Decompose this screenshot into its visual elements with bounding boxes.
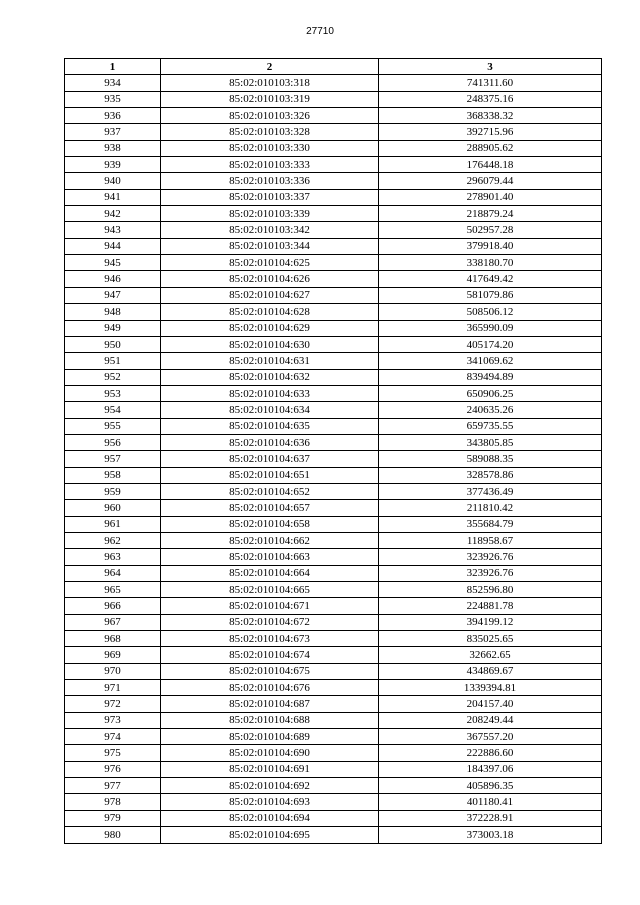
cadastral-number-cell: 85:02:010104:692 [161,778,379,794]
data-table [64,58,602,844]
table-row [65,238,602,254]
row-number-cell: 948 [65,304,161,320]
row-number-cell: 964 [65,565,161,581]
value-cell: 367557.20 [379,729,602,745]
cadastral-number-cell: 85:02:010104:635 [161,418,379,434]
value-cell: 368338.32 [379,108,602,124]
value-cell: 240635.26 [379,402,602,418]
value-cell: 1339394.81 [379,680,602,696]
row-number-cell: 960 [65,500,161,516]
row-number-cell: 974 [65,729,161,745]
cadastral-number-cell: 85:02:010104:637 [161,451,379,467]
cadastral-number-cell: 85:02:010104:626 [161,271,379,287]
value-cell: 343805.85 [379,434,602,450]
table-row [65,287,602,303]
value-cell: 204157.40 [379,696,602,712]
row-number-cell: 977 [65,778,161,794]
table-row [65,418,602,434]
table-row [65,124,602,140]
value-cell: 741311.60 [379,75,602,91]
value-cell: 379918.40 [379,238,602,254]
value-cell: 502957.28 [379,222,602,238]
cadastral-number-cell: 85:02:010104:658 [161,516,379,532]
row-number-cell: 969 [65,647,161,663]
table-row [65,696,602,712]
table-row [65,108,602,124]
value-cell: 394199.12 [379,614,602,630]
value-cell: 288905.62 [379,140,602,156]
value-cell: 184397.06 [379,761,602,777]
table-row [65,631,602,647]
row-number-cell: 958 [65,467,161,483]
row-number-cell: 973 [65,712,161,728]
table-row [65,320,602,336]
value-cell: 222886.60 [379,745,602,761]
row-number-cell: 959 [65,483,161,499]
table-row [65,222,602,238]
value-cell: 405174.20 [379,336,602,352]
value-cell: 659735.55 [379,418,602,434]
value-cell: 401180.41 [379,794,602,810]
table-row [65,189,602,205]
table-row [65,173,602,189]
cadastral-number-cell: 85:02:010103:319 [161,91,379,107]
row-number-cell: 965 [65,582,161,598]
cadastral-number-cell: 85:02:010104:675 [161,663,379,679]
cadastral-number-cell: 85:02:010104:672 [161,614,379,630]
page-number: 27710 [306,26,334,37]
table-row [65,91,602,107]
table-row [65,647,602,663]
row-number-cell: 935 [65,91,161,107]
row-number-cell: 957 [65,451,161,467]
cadastral-number-cell: 85:02:010103:337 [161,189,379,205]
row-number-cell: 978 [65,794,161,810]
cadastral-number-cell: 85:02:010104:665 [161,582,379,598]
table-row [65,434,602,450]
table-row [65,271,602,287]
cadastral-number-cell: 85:02:010104:691 [161,761,379,777]
cadastral-number-cell: 85:02:010104:693 [161,794,379,810]
row-number-cell: 966 [65,598,161,614]
cadastral-number-cell: 85:02:010104:652 [161,483,379,499]
row-number-cell: 962 [65,532,161,548]
table-row [65,467,602,483]
table-row [65,582,602,598]
row-number-cell: 954 [65,402,161,418]
table-row [65,827,602,843]
table-row [65,663,602,679]
table-row [65,353,602,369]
value-cell: 417649.42 [379,271,602,287]
table-row [65,483,602,499]
value-cell: 372228.91 [379,810,602,826]
column-header-1: 1 [65,59,161,75]
value-cell: 365990.09 [379,320,602,336]
row-number-cell: 972 [65,696,161,712]
table-row [65,385,602,401]
row-number-cell: 937 [65,124,161,140]
value-cell: 341069.62 [379,353,602,369]
value-cell: 355684.79 [379,516,602,532]
cadastral-number-cell: 85:02:010104:676 [161,680,379,696]
table-row [65,565,602,581]
table-row [65,75,602,91]
cadastral-number-cell: 85:02:010103:336 [161,173,379,189]
table-row [65,745,602,761]
value-cell: 589088.35 [379,451,602,467]
cadastral-number-cell: 85:02:010103:333 [161,157,379,173]
row-number-cell: 936 [65,108,161,124]
table-row [65,549,602,565]
cadastral-number-cell: 85:02:010104:657 [161,500,379,516]
row-number-cell: 945 [65,255,161,271]
cadastral-number-cell: 85:02:010104:630 [161,336,379,352]
cadastral-number-cell: 85:02:010104:673 [161,631,379,647]
value-cell: 338180.70 [379,255,602,271]
row-number-cell: 955 [65,418,161,434]
value-cell: 323926.76 [379,565,602,581]
row-number-cell: 934 [65,75,161,91]
row-number-cell: 963 [65,549,161,565]
value-cell: 248375.16 [379,91,602,107]
value-cell: 377436.49 [379,483,602,499]
value-cell: 581079.86 [379,287,602,303]
value-cell: 296079.44 [379,173,602,189]
cadastral-number-cell: 85:02:010104:664 [161,565,379,581]
table-row [65,598,602,614]
row-number-cell: 942 [65,206,161,222]
cadastral-number-cell: 85:02:010104:631 [161,353,379,369]
table-row [65,157,602,173]
table-row [65,336,602,352]
table-row [65,532,602,548]
table-row [65,206,602,222]
cadastral-number-cell: 85:02:010103:328 [161,124,379,140]
value-cell: 118958.67 [379,532,602,548]
table-row [65,369,602,385]
cadastral-number-cell: 85:02:010104:625 [161,255,379,271]
row-number-cell: 967 [65,614,161,630]
table-body [65,75,602,843]
row-number-cell: 961 [65,516,161,532]
value-cell: 852596.80 [379,582,602,598]
cadastral-number-cell: 85:02:010104:674 [161,647,379,663]
cadastral-number-cell: 85:02:010104:690 [161,745,379,761]
row-number-cell: 944 [65,238,161,254]
value-cell: 278901.40 [379,189,602,205]
table-row [65,451,602,467]
table-row [65,255,602,271]
value-cell: 405896.35 [379,778,602,794]
cadastral-number-cell: 85:02:010104:687 [161,696,379,712]
value-cell: 392715.96 [379,124,602,140]
value-cell: 373003.18 [379,827,602,843]
table-row [65,516,602,532]
table-header [65,59,602,75]
row-number-cell: 950 [65,336,161,352]
table-row [65,614,602,630]
cadastral-number-cell: 85:02:010104:688 [161,712,379,728]
row-number-cell: 951 [65,353,161,369]
row-number-cell: 952 [65,369,161,385]
cadastral-number-cell: 85:02:010104:636 [161,434,379,450]
cadastral-number-cell: 85:02:010104:671 [161,598,379,614]
row-number-cell: 979 [65,810,161,826]
column-header-3: 3 [379,59,602,75]
cadastral-number-cell: 85:02:010104:695 [161,827,379,843]
cadastral-number-cell: 85:02:010103:318 [161,75,379,91]
row-number-cell: 970 [65,663,161,679]
table-row [65,729,602,745]
cadastral-number-cell: 85:02:010104:632 [161,369,379,385]
column-header-2: 2 [161,59,379,75]
table-row [65,778,602,794]
value-cell: 328578.86 [379,467,602,483]
cadastral-number-cell: 85:02:010103:342 [161,222,379,238]
cadastral-number-cell: 85:02:010103:330 [161,140,379,156]
value-cell: 211810.42 [379,500,602,516]
table-row [65,500,602,516]
row-number-cell: 971 [65,680,161,696]
cadastral-number-cell: 85:02:010104:629 [161,320,379,336]
cadastral-number-cell: 85:02:010103:326 [161,108,379,124]
row-number-cell: 953 [65,385,161,401]
table-row [65,810,602,826]
table-row [65,140,602,156]
cadastral-number-cell: 85:02:010104:663 [161,549,379,565]
table-row [65,680,602,696]
cadastral-number-cell: 85:02:010104:694 [161,810,379,826]
value-cell: 508506.12 [379,304,602,320]
value-cell: 650906.25 [379,385,602,401]
cadastral-number-cell: 85:02:010104:627 [161,287,379,303]
row-number-cell: 939 [65,157,161,173]
row-number-cell: 947 [65,287,161,303]
table-row [65,794,602,810]
value-cell: 218879.24 [379,206,602,222]
value-cell: 434869.67 [379,663,602,679]
table-row [65,712,602,728]
cadastral-number-cell: 85:02:010104:628 [161,304,379,320]
value-cell: 224881.78 [379,598,602,614]
cadastral-number-cell: 85:02:010104:651 [161,467,379,483]
row-number-cell: 956 [65,434,161,450]
row-number-cell: 943 [65,222,161,238]
row-number-cell: 968 [65,631,161,647]
value-cell: 839494.89 [379,369,602,385]
cadastral-number-cell: 85:02:010104:634 [161,402,379,418]
cadastral-number-cell: 85:02:010103:344 [161,238,379,254]
value-cell: 176448.18 [379,157,602,173]
row-number-cell: 975 [65,745,161,761]
value-cell: 32662.65 [379,647,602,663]
value-cell: 835025.65 [379,631,602,647]
row-number-cell: 941 [65,189,161,205]
row-number-cell: 976 [65,761,161,777]
cadastral-number-cell: 85:02:010103:339 [161,206,379,222]
table-row [65,304,602,320]
value-cell: 323926.76 [379,549,602,565]
table-row [65,761,602,777]
row-number-cell: 940 [65,173,161,189]
cadastral-number-cell: 85:02:010104:662 [161,532,379,548]
cadastral-number-cell: 85:02:010104:689 [161,729,379,745]
row-number-cell: 980 [65,827,161,843]
table-header-row [65,59,602,75]
row-number-cell: 938 [65,140,161,156]
value-cell: 208249.44 [379,712,602,728]
row-number-cell: 946 [65,271,161,287]
table-row [65,402,602,418]
row-number-cell: 949 [65,320,161,336]
cadastral-number-cell: 85:02:010104:633 [161,385,379,401]
